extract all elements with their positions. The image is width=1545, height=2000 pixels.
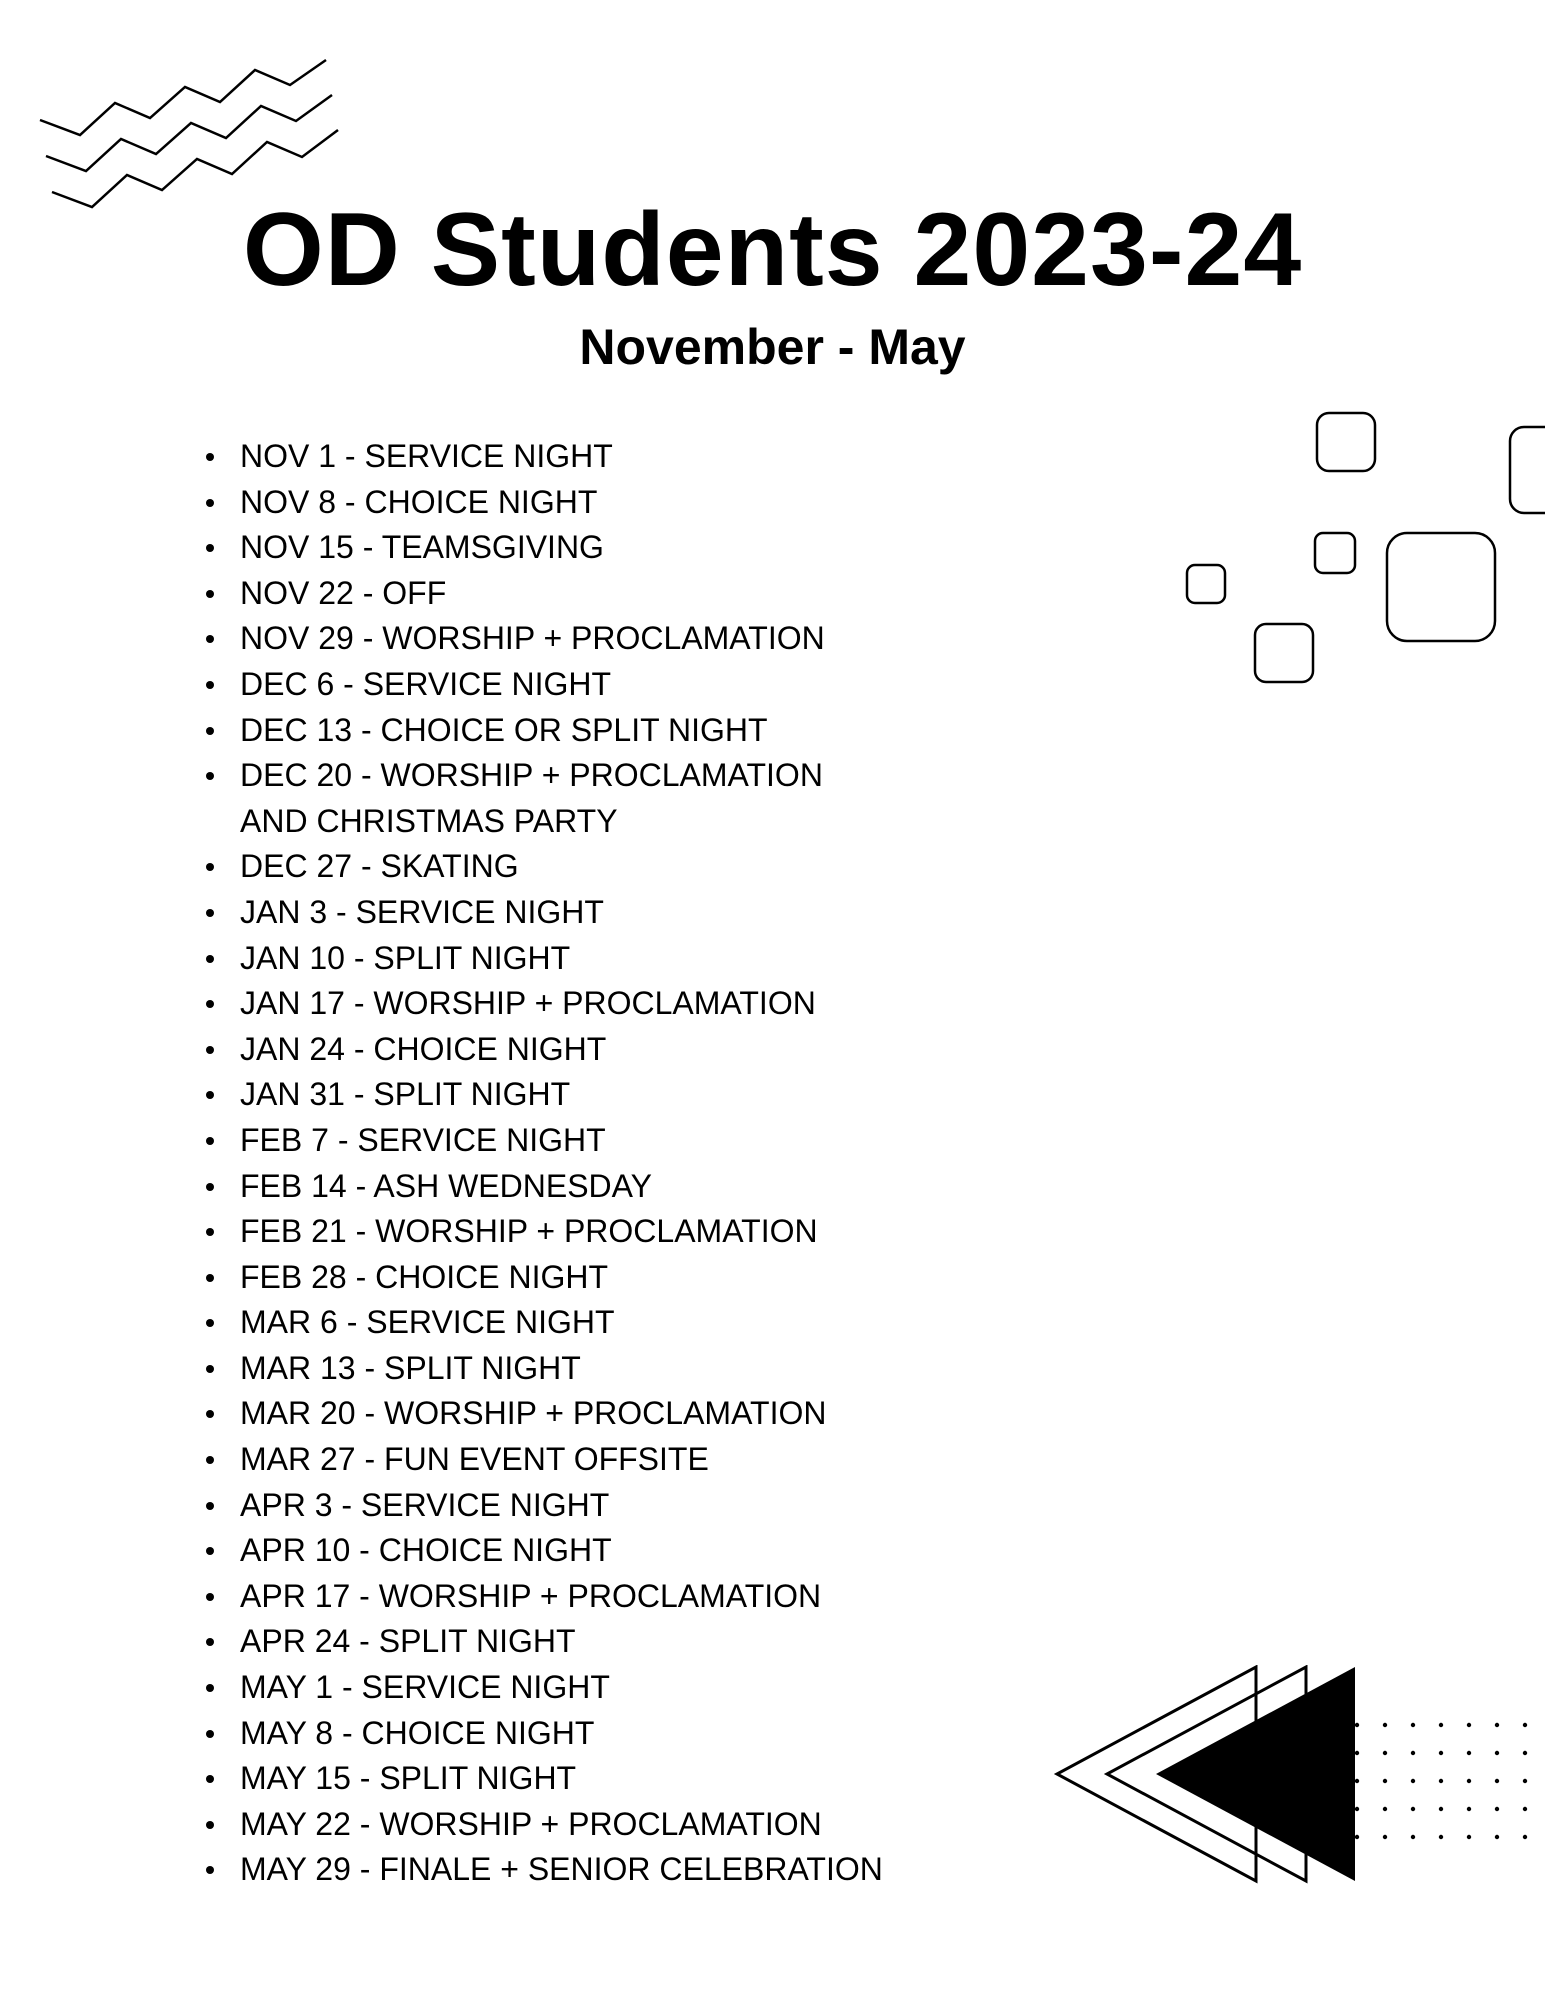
schedule-item <box>200 662 883 708</box>
triangles-and-dots-icon <box>1045 1665 1545 1905</box>
schedule-item-text: FEB 21 - WORSHIP + PROCLAMATION <box>240 1213 818 1250</box>
schedule-item-text: MAY 8 - CHOICE NIGHT <box>240 1714 595 1751</box>
schedule-item-text: APR 17 - WORSHIP + PROCLAMATION <box>240 1577 822 1614</box>
schedule-item-text: JAN 3 - SERVICE NIGHT <box>240 893 604 930</box>
schedule-item <box>200 1164 883 1210</box>
schedule-item <box>200 1802 883 1848</box>
schedule-item-text: NOV 8 - CHOICE NIGHT <box>240 483 598 520</box>
schedule-item <box>200 434 883 480</box>
schedule-item <box>200 1619 883 1665</box>
schedule-item-text: NOV 15 - TEAMSGIVING <box>240 529 604 566</box>
schedule-item-text: JAN 10 - SPLIT NIGHT <box>240 939 571 976</box>
schedule-item <box>200 525 883 571</box>
schedule-item-text: DEC 27 - SKATING <box>240 848 519 885</box>
schedule-item-text: JAN 24 - CHOICE NIGHT <box>240 1030 607 1067</box>
schedule-item <box>200 981 883 1027</box>
schedule-item <box>200 844 883 890</box>
schedule-item <box>200 1346 883 1392</box>
schedule-item-text: JAN 31 - SPLIT NIGHT <box>240 1076 571 1113</box>
schedule-item-text: MAR 13 - SPLIT NIGHT <box>240 1349 581 1386</box>
schedule-item <box>200 753 883 844</box>
schedule-item <box>200 1118 883 1164</box>
schedule-item <box>200 1528 883 1574</box>
schedule-item <box>200 571 883 617</box>
schedule-item-text: MAY 29 - FINALE + SENIOR CELEBRATION <box>240 1851 883 1888</box>
schedule-item <box>200 1711 883 1757</box>
schedule-item <box>200 1437 883 1483</box>
schedule-item-text: NOV 1 - SERVICE NIGHT <box>240 438 613 474</box>
schedule-item-text: MAR 27 - FUN EVENT OFFSITE <box>240 1441 709 1478</box>
schedule-item-text: DEC 6 - SERVICE NIGHT <box>240 665 612 702</box>
schedule-item-text: NOV 29 - WORSHIP + PROCLAMATION <box>240 620 825 657</box>
schedule-item <box>200 1483 883 1529</box>
schedule-item-text: DEC 20 - WORSHIP + PROCLAMATION <box>240 757 823 794</box>
schedule-item <box>200 1255 883 1301</box>
schedule-item-text: DEC 13 - CHOICE OR SPLIT NIGHT <box>240 711 768 748</box>
schedule-item <box>200 616 883 662</box>
schedule-item <box>200 1027 883 1073</box>
schedule-item-text-continued: AND CHRISTMAS PARTY <box>240 802 618 839</box>
page-title: OD Students 2023-24 <box>242 192 1303 308</box>
schedule-item-text: NOV 22 - OFF <box>240 574 447 611</box>
schedule-item <box>200 480 883 526</box>
schedule-item-text: MAY 15 - SPLIT NIGHT <box>240 1760 577 1797</box>
schedule-item-text: MAY 1 - SERVICE NIGHT <box>240 1669 610 1706</box>
schedule-item-text: JAN 17 - WORSHIP + PROCLAMATION <box>240 985 816 1022</box>
page-subtitle: November - May <box>579 319 966 375</box>
schedule-item <box>200 1847 883 1893</box>
schedule-item <box>200 936 883 982</box>
schedule-item <box>200 1209 883 1255</box>
schedule-item-text: MAR 6 - SERVICE NIGHT <box>240 1304 615 1341</box>
schedule-item-text: MAR 20 - WORSHIP + PROCLAMATION <box>240 1395 827 1432</box>
schedule-item-text: APR 3 - SERVICE NIGHT <box>240 1486 610 1523</box>
schedule-item-text: FEB 14 - ASH WEDNESDAY <box>240 1167 652 1204</box>
rounded-squares-icon <box>1170 405 1545 695</box>
schedule-item <box>200 1665 883 1711</box>
schedule-item <box>200 708 883 754</box>
schedule-item-text: FEB 7 - SERVICE NIGHT <box>240 1121 606 1158</box>
schedule-item-text: APR 24 - SPLIT NIGHT <box>240 1623 576 1660</box>
schedule-item <box>200 1391 883 1437</box>
schedule-item <box>200 1300 883 1346</box>
schedule-item <box>200 1756 883 1802</box>
schedule-item <box>200 1574 883 1620</box>
schedule-item-text: MAY 22 - WORSHIP + PROCLAMATION <box>240 1805 822 1842</box>
schedule-item-text: APR 10 - CHOICE NIGHT <box>240 1532 612 1569</box>
schedule-list <box>200 434 883 1893</box>
schedule-item <box>200 1072 883 1118</box>
schedule-item <box>200 890 883 936</box>
schedule-item-text: FEB 28 - CHOICE NIGHT <box>240 1258 609 1295</box>
